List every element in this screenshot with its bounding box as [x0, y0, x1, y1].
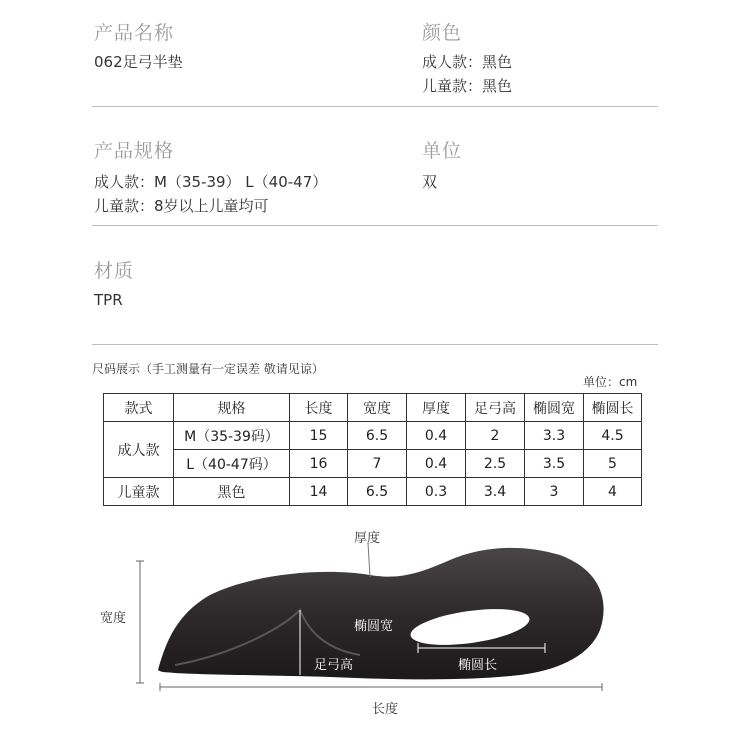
header-oval-width: 椭圆宽	[525, 394, 584, 422]
size-table	[103, 393, 642, 506]
product-name-value: 062足弓半垫	[94, 53, 183, 71]
table-cell: 0.4	[407, 422, 466, 450]
header-thickness: 厚度	[407, 394, 466, 422]
color-heading: 颜色	[422, 22, 463, 44]
material-heading: 材质	[94, 260, 135, 282]
label-length: 长度	[372, 702, 399, 717]
product-name-heading: 产品名称	[94, 22, 175, 44]
color-child: 儿童款：黑色	[422, 77, 513, 95]
table-cell: 4.5	[584, 422, 642, 450]
table-cell: M（35-39码）	[174, 422, 290, 450]
table-cell: 14	[290, 478, 348, 506]
spec-heading: 产品规格	[94, 140, 175, 162]
color-adult: 成人款：黑色	[422, 53, 513, 71]
table-cell: 15	[290, 422, 348, 450]
table-cell: 4	[584, 478, 642, 506]
label-thickness: 厚度	[354, 531, 381, 546]
divider	[92, 225, 658, 226]
header-width: 宽度	[348, 394, 407, 422]
table-cell: L（40-47码）	[174, 450, 290, 478]
label-arch-height: 足弓高	[314, 658, 354, 673]
table-header-row	[104, 394, 642, 422]
material-value: TPR	[94, 291, 123, 309]
table-cell: 16	[290, 450, 348, 478]
spec-adult: 成人款：M（35-39） L（40-47）	[94, 173, 328, 191]
table-cell: 0.4	[407, 450, 466, 478]
label-width: 宽度	[100, 611, 127, 626]
divider	[92, 106, 658, 107]
label-oval-length: 椭圆长	[458, 658, 498, 673]
size-chart-title: 尺码展示（手工测量有一定误差 敬请见谅）	[92, 362, 324, 376]
table-cell: 3.5	[525, 450, 584, 478]
table-row	[104, 422, 642, 450]
table-cell: 6.5	[348, 478, 407, 506]
header-style: 款式	[104, 394, 174, 422]
table-row	[104, 450, 642, 478]
table-cell: 2	[466, 422, 525, 450]
table-cell: 6.5	[348, 422, 407, 450]
table-cell: 黑色	[174, 478, 290, 506]
table-cell: 7	[348, 450, 407, 478]
header-spec: 规格	[174, 394, 290, 422]
table-cell: 3.3	[525, 422, 584, 450]
table-cell: 2.5	[466, 450, 525, 478]
header-length: 长度	[290, 394, 348, 422]
group-child-cell: 儿童款	[104, 478, 174, 506]
divider	[92, 344, 658, 345]
spec-child: 儿童款：8岁以上儿童均可	[94, 197, 269, 215]
table-cell: 3	[525, 478, 584, 506]
unit-value: 双	[422, 173, 438, 191]
unit-heading: 单位	[422, 140, 463, 162]
header-arch-height: 足弓高	[466, 394, 525, 422]
group-adult-cell: 成人款	[104, 422, 174, 478]
label-oval-width: 椭圆宽	[354, 619, 394, 634]
table-cell: 5	[584, 450, 642, 478]
table-row	[104, 478, 642, 506]
header-oval-length: 椭圆长	[584, 394, 642, 422]
size-chart-unit: 单位：cm	[583, 375, 638, 389]
table-cell: 0.3	[407, 478, 466, 506]
insole-shape	[158, 548, 604, 680]
table-cell: 3.4	[466, 478, 525, 506]
